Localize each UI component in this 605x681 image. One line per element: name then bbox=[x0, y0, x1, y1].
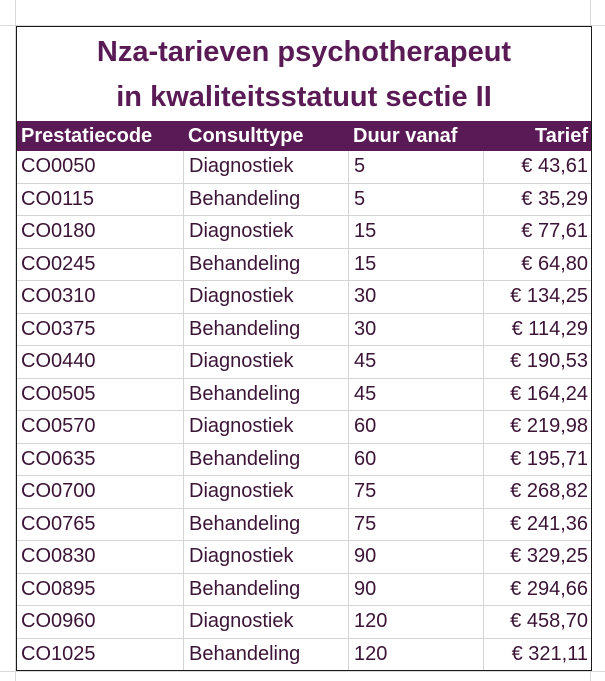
cell-duration[interactable]: 120 bbox=[348, 606, 483, 638]
header-tarief[interactable]: Tarief bbox=[535, 124, 588, 147]
table-row bbox=[17, 216, 591, 249]
cell-tariff[interactable]: € 190,53 bbox=[483, 346, 591, 378]
table-row bbox=[17, 574, 591, 607]
cell-type[interactable]: Behandeling bbox=[183, 444, 348, 476]
cell-code[interactable]: CO0830 bbox=[21, 545, 96, 568]
cell-type[interactable]: Behandeling bbox=[183, 314, 348, 346]
cell-tariff[interactable]: € 64,80 bbox=[483, 249, 591, 281]
table-row bbox=[17, 249, 591, 282]
cell-tariff[interactable]: € 114,29 bbox=[483, 314, 591, 346]
cell-code[interactable]: CO0895 bbox=[21, 577, 96, 600]
cell-duration[interactable]: 120 bbox=[348, 639, 483, 671]
table-row bbox=[17, 606, 591, 639]
cell-duration[interactable]: 5 bbox=[348, 151, 483, 183]
table-row bbox=[17, 411, 591, 444]
cell-tariff[interactable]: € 77,61 bbox=[483, 216, 591, 248]
header-prestatiecode[interactable]: Prestatiecode bbox=[21, 124, 153, 147]
table-row bbox=[17, 509, 591, 542]
table-row bbox=[17, 184, 591, 217]
cell-code[interactable]: CO0375 bbox=[21, 317, 96, 340]
table-row bbox=[17, 444, 591, 477]
table-header bbox=[17, 121, 591, 151]
cell-code[interactable]: CO1025 bbox=[21, 642, 96, 665]
cell-code[interactable]: CO0245 bbox=[21, 252, 96, 275]
cell-tariff[interactable]: € 458,70 bbox=[483, 606, 591, 638]
cell-code[interactable]: CO0115 bbox=[21, 187, 95, 210]
cell-tariff[interactable]: € 241,36 bbox=[483, 509, 591, 541]
cell-code[interactable]: CO0635 bbox=[21, 447, 96, 470]
cell-tariff[interactable]: € 294,66 bbox=[483, 574, 591, 606]
cell-duration[interactable]: 15 bbox=[348, 216, 483, 248]
header-consulttype[interactable]: Consulttype bbox=[188, 124, 304, 147]
cell-duration[interactable]: 30 bbox=[348, 281, 483, 313]
table-row bbox=[17, 639, 591, 672]
cell-tariff[interactable]: € 134,25 bbox=[483, 281, 591, 313]
table-row bbox=[17, 541, 591, 574]
cell-duration[interactable]: 90 bbox=[348, 574, 483, 606]
table-body bbox=[17, 151, 591, 671]
cell-tariff[interactable]: € 195,71 bbox=[483, 444, 591, 476]
cell-type[interactable]: Behandeling bbox=[183, 184, 348, 216]
header-duur-vanaf[interactable]: Duur vanaf bbox=[353, 124, 458, 147]
cell-code[interactable]: CO0180 bbox=[21, 220, 96, 243]
table-row bbox=[17, 379, 591, 412]
cell-type[interactable]: Behandeling bbox=[183, 574, 348, 606]
table-row bbox=[17, 281, 591, 314]
cell-duration[interactable]: 90 bbox=[348, 541, 483, 573]
cell-duration[interactable]: 15 bbox=[348, 249, 483, 281]
table-title bbox=[17, 27, 591, 121]
cell-code[interactable]: CO0505 bbox=[21, 382, 96, 405]
cell-duration[interactable]: 60 bbox=[348, 411, 483, 443]
table-row bbox=[17, 151, 591, 184]
cell-code[interactable]: CO0440 bbox=[21, 350, 96, 373]
cell-type[interactable]: Behandeling bbox=[183, 379, 348, 411]
cell-duration[interactable]: 5 bbox=[348, 184, 483, 216]
table-row bbox=[17, 476, 591, 509]
cell-tariff[interactable]: € 329,25 bbox=[483, 541, 591, 573]
cell-type[interactable]: Diagnostiek bbox=[183, 476, 348, 508]
cell-type[interactable]: Diagnostiek bbox=[183, 151, 348, 183]
cell-duration[interactable]: 45 bbox=[348, 379, 483, 411]
cell-type[interactable]: Diagnostiek bbox=[183, 411, 348, 443]
tariff-table bbox=[16, 26, 592, 671]
cell-duration[interactable]: 45 bbox=[348, 346, 483, 378]
cell-tariff[interactable]: € 219,98 bbox=[483, 411, 591, 443]
cell-type[interactable]: Diagnostiek bbox=[183, 216, 348, 248]
table-row bbox=[17, 314, 591, 347]
cell-type[interactable]: Diagnostiek bbox=[183, 541, 348, 573]
cell-code[interactable]: CO0960 bbox=[21, 610, 96, 633]
table-row bbox=[17, 346, 591, 379]
cell-tariff[interactable]: € 35,29 bbox=[483, 184, 591, 216]
cell-duration[interactable]: 30 bbox=[348, 314, 483, 346]
title-line-2: in kwaliteitsstatuut sectie II bbox=[116, 81, 492, 113]
cell-type[interactable]: Behandeling bbox=[183, 249, 348, 281]
gridline bbox=[0, 671, 605, 672]
cell-duration[interactable]: 75 bbox=[348, 509, 483, 541]
cell-type[interactable]: Behandeling bbox=[183, 509, 348, 541]
cell-tariff[interactable]: € 268,82 bbox=[483, 476, 591, 508]
cell-code[interactable]: CO0050 bbox=[21, 155, 96, 178]
cell-type[interactable]: Diagnostiek bbox=[183, 281, 348, 313]
cell-type[interactable]: Diagnostiek bbox=[183, 606, 348, 638]
title-line-1: Nza-tarieven psychotherapeut bbox=[96, 36, 512, 68]
cell-type[interactable]: Diagnostiek bbox=[183, 346, 348, 378]
cell-tariff[interactable]: € 43,61 bbox=[483, 151, 591, 183]
cell-duration[interactable]: 75 bbox=[348, 476, 483, 508]
cell-duration[interactable]: 60 bbox=[348, 444, 483, 476]
cell-type[interactable]: Behandeling bbox=[183, 639, 348, 671]
cell-tariff[interactable]: € 164,24 bbox=[483, 379, 591, 411]
cell-code[interactable]: CO0765 bbox=[21, 512, 96, 535]
cell-tariff[interactable]: € 321,11 bbox=[483, 639, 591, 671]
cell-code[interactable]: CO0310 bbox=[21, 285, 96, 308]
cell-code[interactable]: CO0700 bbox=[21, 480, 96, 503]
cell-code[interactable]: CO0570 bbox=[21, 415, 96, 438]
